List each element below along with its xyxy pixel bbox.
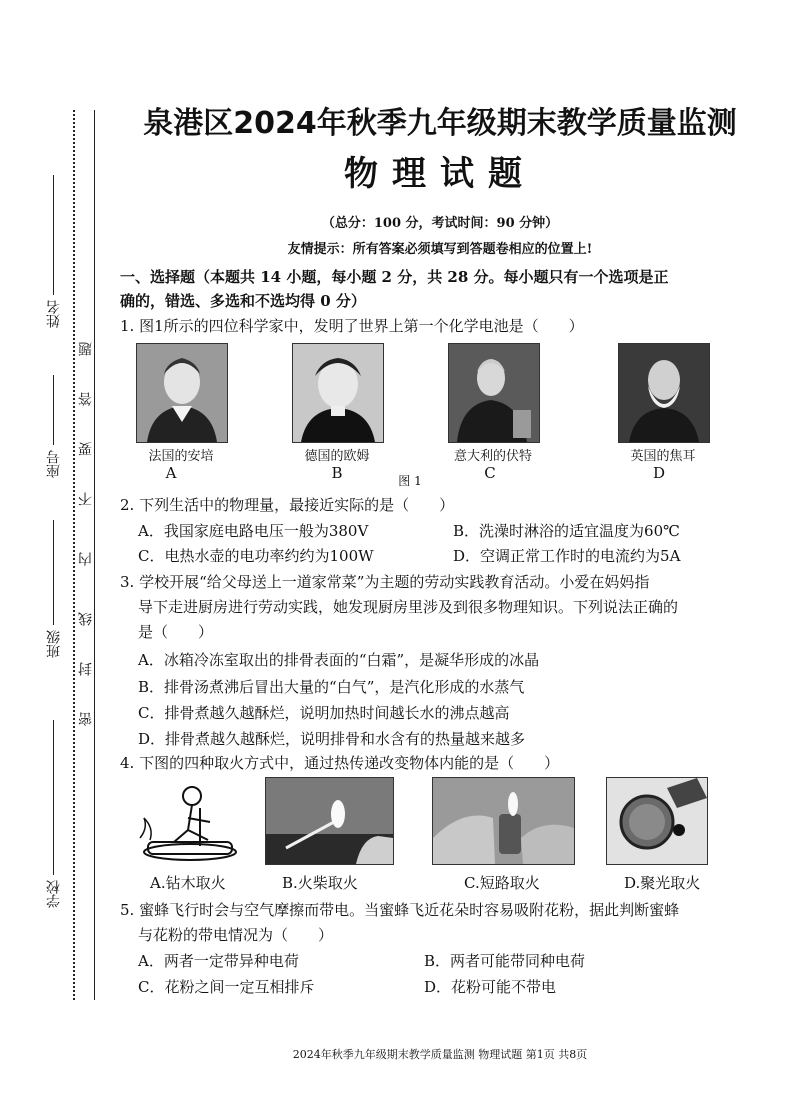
seal-char: 封 <box>78 662 94 676</box>
q3-stem-line3: 是（ ） <box>138 623 214 641</box>
magnifier-fire-icon <box>607 778 707 864</box>
q4-caption-a: A.钻木取火 <box>150 874 226 892</box>
portrait-joule-icon <box>619 344 709 442</box>
school-label: 学校 <box>46 880 62 908</box>
q3-option-a: A．冰箱冷冻室取出的排骨表面的“白霜”，是凝华形成的冰晶 <box>138 651 540 669</box>
q2-option-a: A．我国家庭电路电压一般为380V <box>138 522 369 540</box>
q1-caption-d: 英国的焦耳 <box>630 449 696 464</box>
section-heading-line2: 确的，错选、多选和不选均得 0 分） <box>120 292 366 310</box>
match-fire-image <box>265 777 394 865</box>
page-footer: 2024年秋季九年级期末教学质量监测 物理试题 第1页 共8页 <box>292 1048 588 1061</box>
q1-letter-a: A <box>165 464 177 482</box>
q3-stem-line2: 导下走进厨房进行劳动实践，她发现厨房里涉及到很多物理知识。下列说法正确的 <box>138 598 679 616</box>
q5-option-b: B．两者可能带同种电荷 <box>424 952 586 970</box>
short-circuit-image <box>432 777 575 865</box>
portrait-volta <box>448 343 540 443</box>
portrait-ohm <box>292 343 384 443</box>
portrait-ampere-icon <box>137 344 227 442</box>
q1-figure-label: 图 1 <box>398 474 422 488</box>
binding-dotted-line <box>73 110 75 1000</box>
portrait-ohm-icon <box>293 344 383 442</box>
q3-option-d: D．排骨煮越久越酥烂，说明排骨和水含有的热量越来越多 <box>138 730 526 748</box>
exam-subtitle: 物理试题 <box>344 154 536 194</box>
name-label: 姓名 <box>46 300 62 328</box>
seat-label: 座号 <box>46 450 62 478</box>
q2-option-b: B．洗澡时淋浴的适宜温度为60℃ <box>453 522 680 540</box>
q5-option-c: C．花粉之间一定互相排斥 <box>138 978 315 996</box>
exam-meta: （总分：100 分，考试时间：90 分钟） <box>321 216 559 231</box>
match-fire-icon <box>266 778 393 864</box>
drill-fire-icon <box>130 778 242 866</box>
school-fill-line <box>53 720 54 875</box>
q4-caption-c: C.短路取火 <box>464 874 540 892</box>
q4-caption-d: D.聚光取火 <box>624 874 701 892</box>
q5-option-a: A．两者一定带异种电荷 <box>138 952 299 970</box>
short-circuit-icon <box>433 778 574 864</box>
portrait-ampere <box>136 343 228 443</box>
q4-caption-b: B.火柴取火 <box>282 874 358 892</box>
exam-title: 泉港区2024年秋季九年级期末教学质量监测 <box>143 106 737 141</box>
seal-char: 密 <box>78 712 94 726</box>
q5-stem-line1: 5. 蜜蜂飞行时会与空气摩擦而带电。当蜜蜂飞近花朵时容易吸附花粉，据此判断蜜蜂 <box>120 901 680 919</box>
class-fill-line <box>53 520 54 625</box>
q1-caption-a: 法国的安培 <box>148 449 214 464</box>
q5-option-d: D．花粉可能不带电 <box>424 978 557 996</box>
portrait-volta-icon <box>449 344 539 442</box>
magnifier-fire-image <box>606 777 708 865</box>
exam-tip: 友情提示：所有答案必须填写到答题卷相应的位置上! <box>287 242 593 257</box>
q2-option-d: D．空调正常工作时的电流约为5A <box>453 547 681 565</box>
class-label: 班级 <box>46 630 62 658</box>
q1-caption-c: 意大利的伏特 <box>453 449 532 464</box>
q2-option-c: C．电热水壶的电功率约约为100W <box>138 547 374 565</box>
q3-option-b: B．排骨汤煮沸后冒出大量的“白气”，是汽化形成的水蒸气 <box>138 678 525 696</box>
section-heading-line1: 一、选择题（本题共 14 小题，每小题 2 分，共 28 分。每小题只有一个选项是正 <box>120 268 669 286</box>
portrait-joule <box>618 343 710 443</box>
seal-char: 题 <box>78 342 94 356</box>
binding-solid-line <box>94 110 95 1000</box>
seal-char: 线 <box>78 612 94 626</box>
q1-letter-c: C <box>484 464 496 482</box>
q5-stem-line2: 与花粉的带电情况为（ ） <box>138 926 334 944</box>
q1-letter-d: D <box>652 464 666 482</box>
name-fill-line <box>53 175 54 295</box>
seal-char: 答 <box>78 392 94 406</box>
drill-fire-image <box>130 778 242 866</box>
seat-fill-line <box>53 375 54 445</box>
q1-caption-b: 德国的欧姆 <box>304 449 370 464</box>
q1-stem: 1. 图1所示的四位科学家中，发明了世界上第一个化学电池是（ ） <box>120 317 584 335</box>
seal-char: 内 <box>78 552 94 566</box>
q2-stem: 2. 下列生活中的物理量，最接近实际的是（ ） <box>120 496 455 514</box>
q3-stem-line1: 3. 学校开展“给父母送上一道家常菜”为主题的劳动实践教育活动。小爱在妈妈指 <box>120 573 650 591</box>
q4-stem: 4. 下图的四种取火方式中，通过热传递改变物体内能的是（ ） <box>120 754 560 772</box>
seal-char: 要 <box>78 442 94 456</box>
q1-letter-b: B <box>331 464 343 482</box>
seal-char: 不 <box>78 492 94 506</box>
q3-option-c: C．排骨煮越久越酥烂，说明加热时间越长水的沸点越高 <box>138 704 510 722</box>
